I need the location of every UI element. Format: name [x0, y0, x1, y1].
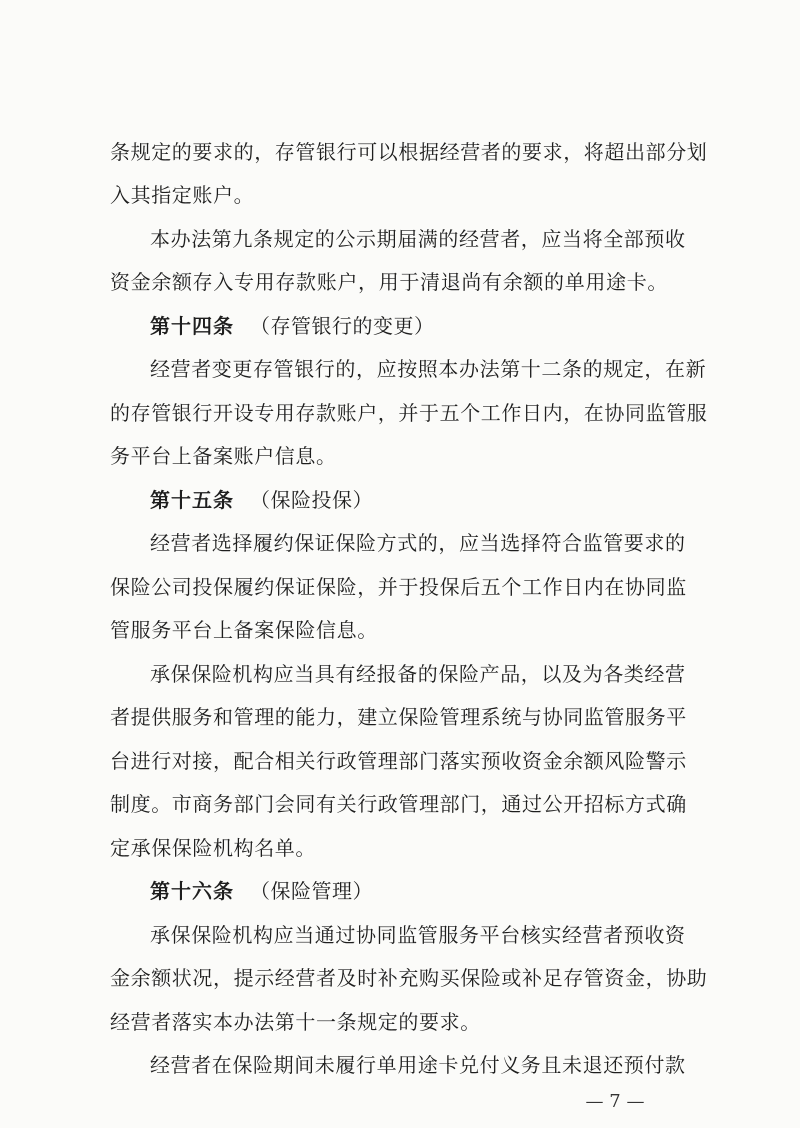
- body-line: 承保保险机构应当通过协同监管服务平台核实经营者预收资: [150, 923, 686, 947]
- body-line: 经营者选择履约保证保险方式的，应当选择符合监管要求的: [150, 531, 686, 555]
- article-number: 第十四条: [150, 314, 234, 338]
- article-title: （保险管理）: [250, 879, 373, 903]
- article-title: （存管银行的变更）: [250, 314, 435, 338]
- body-line: 经营者在保险期间未履行单用途卡兑付义务且未退还预付款: [150, 1053, 686, 1077]
- body-line: 本办法第九条规定的公示期届满的经营者，应当将全部预收: [150, 227, 686, 251]
- body-line: 金余额状况，提示经营者及时补充购买保险或补足存管资金，协助: [110, 966, 708, 990]
- body-line: 承保保险机构应当具有经报备的保险产品，以及为各类经营: [150, 662, 686, 686]
- article-heading-14: [150, 311, 435, 341]
- body-line: 定承保保险机构名单。: [110, 836, 316, 860]
- body-line: 管服务平台上备案保险信息。: [110, 618, 378, 642]
- article-heading-16: [150, 876, 373, 906]
- body-line: 经营者变更存管银行的，应按照本办法第十二条的规定，在新: [150, 357, 707, 381]
- body-line: 台进行对接，配合相关行政管理部门落实预收资金余额风险警示: [110, 749, 687, 773]
- body-line: 的存管银行开设专用存款账户，并于五个工作日内，在协同监管服: [110, 401, 708, 425]
- body-line: 保险公司投保履约保证保险，并于投保后五个工作日内在协同监: [110, 575, 687, 599]
- body-line: 者提供服务和管理的能力，建立保险管理系统与协同监管服务平: [110, 705, 687, 729]
- article-heading-15: [150, 485, 373, 515]
- body-line: 条规定的要求的，存管银行可以根据经营者的要求，将超出部分划: [110, 140, 708, 164]
- body-line: 入其指定账户。: [110, 183, 255, 207]
- page-number: — 7 —: [585, 1091, 645, 1112]
- body-line: 资金余额存入专用存款账户，用于清退尚有余额的单用途卡。: [110, 270, 668, 294]
- article-number: 第十五条: [150, 488, 234, 512]
- body-line: 务平台上备案账户信息。: [110, 444, 337, 468]
- body-line: 制度。市商务部门会同有关行政管理部门，通过公开招标方式确: [110, 792, 687, 816]
- article-title: （保险投保）: [250, 488, 373, 512]
- body-line: 经营者落实本办法第十一条规定的要求。: [110, 1010, 481, 1034]
- article-number: 第十六条: [150, 879, 234, 903]
